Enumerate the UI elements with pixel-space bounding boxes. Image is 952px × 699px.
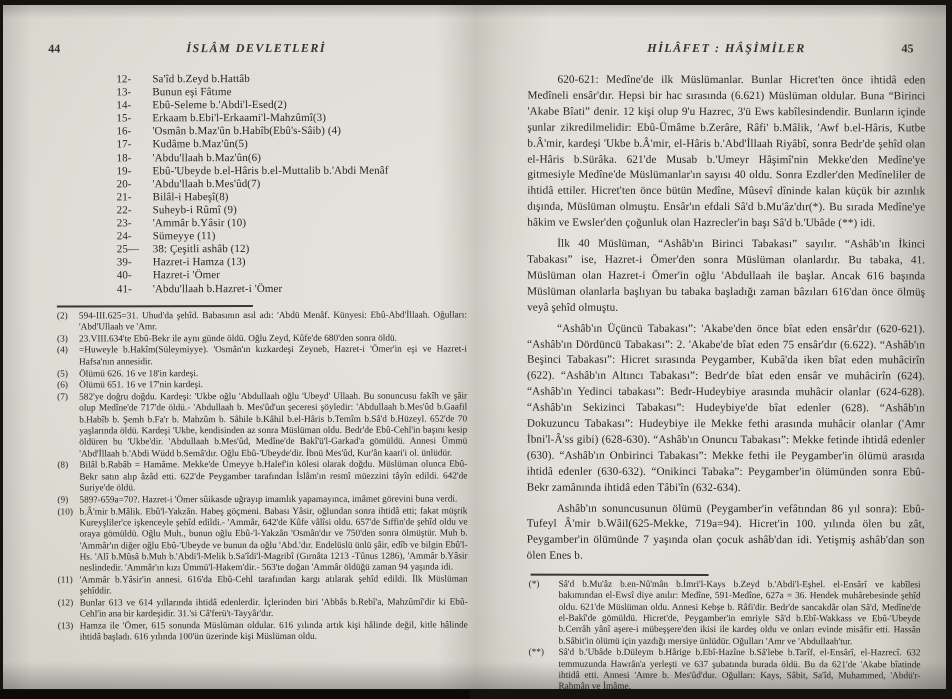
footnote-text: Bilâl b.Rabâb = Hamâme. Mekke'de Ümeyye b.Halef'in kölesi olarak doğdu. Müslüman olunca Ebû-Bekr satın alıp âzâd etti. 622'de Peygamber tarafından İslâm'ın resmî müezzini tâyîn edildi. 642'de Suriye'de öldü. bbox=[79, 459, 468, 494]
list-item-text: Hazret-i Hamza (13) bbox=[152, 256, 246, 269]
footnote-text: b.Â'mir b.Mâlik. Ebû'l-Yakzân. Habeş göçmeni. Babası Yâsir, oğlundan sonra ihtidâ etti; fakat müşrik Kureyşliler'ce işkenceyle şehîd edildi.- 'Ammâr, 642'de Kûfe vâlîsi oldu. 657'de Sıffin'de şehîd oldu ve oraya gömüldü. Oğlu Muh., bunun oğlu Ebû-'l-Yakzân 'Osmân'dır ve 750'den sonra ölmüştür. Muh b. 'Ammâr'ın diğer oğlu Ebû-'Ubeyde ve bunun da oğlu 'Abd.'dır. Endelüslü ünlü şâir, edîb ve bilgin Ebû'l-Hs. 'Alî b.Mûsâ b.Muh b.'Abdi'l-Melik b.Sa'îdi'l-Magribî (Gırnâta 1213 -Tûnus 1286), 'Ammâr b.Yâsir neslindedir. 'Ammâr'ın kızı Ümmü'l-Hakem'dir.- 563'te doğan 'Ammâr öldüğü zaman 94 yaşında idi. bbox=[79, 506, 468, 574]
list-item-text: Sümeyye (11) bbox=[152, 230, 216, 243]
right-running-title: HİLÂFET : HÂŞİMİLER bbox=[647, 40, 806, 56]
list-item bbox=[117, 230, 471, 244]
list-item-text: 'Abdu'llaah b.Mes'ûd(7) bbox=[152, 177, 261, 191]
footnote-label: (*) bbox=[528, 579, 540, 590]
list-item-number: 25— bbox=[116, 243, 140, 256]
footnote-label: (2) bbox=[56, 311, 68, 322]
footnote-text: 589?-659a=70?. Hazret-i 'Ömer sûikasde uğrayıp imamlık yapamayınca, imâmet görevini buna verdi. bbox=[79, 494, 458, 506]
list-item bbox=[116, 72, 470, 86]
list-item bbox=[117, 216, 471, 230]
right-running-head bbox=[528, 41, 926, 60]
footnote bbox=[44, 621, 472, 645]
paragraph: Ashâb'ın sonuncusunun ölümü (Peygamber'in vefâtından 86 yıl sonra): Ebû-Tufeyl Â'mir b.Wâil(625-Mekke, 719a=94). Hicret'in 100. yılında ölen bu zât, Peygamber'in ölümünde 7 yaşında olan çocuk ashâb'dan idi. Yetişmiş ashâb'dan son ölen Enes b. bbox=[526, 502, 925, 563]
left-footnote-separator bbox=[57, 305, 253, 308]
list-item bbox=[116, 112, 470, 126]
footnote-text: Hamza ile 'Ömer, 615 sonunda Müslüman oldular. 616 yılında artık kişi hâlinde değil, kitle hâlinde ihtidâ başladı. 616 yılında 100'ün üzerinde kişi Müslüman oldu. bbox=[79, 620, 468, 643]
left-page bbox=[42, 40, 472, 644]
list-item-number: 14- bbox=[116, 99, 132, 112]
list-item-text: Bunun eşi Fâtıme bbox=[152, 86, 232, 99]
list-item-text: 38: Çeşitli ashâb (12) bbox=[152, 243, 250, 256]
list-item bbox=[116, 125, 470, 139]
footnote-label: (5) bbox=[57, 369, 68, 380]
paragraph: İlk 40 Müslüman, “Ashâb'ın Birinci Tabakası” sayılır. “Ashâb'ın İkinci Tabakası” ise, Hazret-i Ömer'den sonra Müslüman olanlardır. Bu tabaka, 41. Müslüman olan Hazret-i Ömer'in oğlu 'Abdullaah ile başlar. Ancak 616 başında Müslüman olanlarla başlıyan bu tabaka başladığı zaman bâzıları 616'dan önce ölmüş veyâ şehîd olmuştu. bbox=[527, 237, 926, 314]
list-item bbox=[117, 177, 471, 191]
footnote-label: (**) bbox=[528, 648, 545, 659]
companion-list bbox=[116, 72, 471, 296]
footnote-label: (9) bbox=[57, 495, 69, 506]
list-item-number: 12- bbox=[116, 73, 132, 86]
list-item-text: Ebû-Seleme b.'Abdi'l-Esed(2) bbox=[152, 99, 287, 112]
list-item-number: 17- bbox=[116, 138, 132, 151]
list-item-text: 'Ammâr b.Yâsir (10) bbox=[152, 217, 247, 230]
list-item-text: 'Abdu'llaah b.Maz'ûn(6) bbox=[152, 151, 261, 164]
list-item bbox=[116, 86, 470, 100]
footnote bbox=[43, 380, 471, 392]
body-text bbox=[527, 73, 926, 566]
footnote-text: 582'ye doğru doğdu. Kardeşi: 'Ukbe oğlu 'Abdullaah oğlu 'Ubeyd' Ullaah. Bu sonuncusu fakîh ve şâir olup Medîne'de 717'de öldü.- 'Abdullaah b. Mes'ûd'un şeceresi şöyledir: 'Abdullaah b.Mes'ûd b.Gaafil b.Habîb b. Şemh b.Fa'r b. Mahzûm b. Sâhile b.Kâhil b.el-Hâris b.Temîm b.Sâ'd b.Hüzeyl. 652'de 70 yaşlarında öldü. Kardeşi 'Ukbe, kendisinden az sonra Müslüman oldu. Bedr'de Ebû-Cehl'in başını kesip öldüren bu 'Ukbe'dir. 'Abdullaah b.Mes'ûd, Medîne'de Bakî'ü'l-Garkad'a gömüldü. Annesi Ümmü 'Abd'İllaah b.'Abdi Wüdd b.Semâ'dır. Oğlu Ebû-'Ubeyde'dir. İbnü Mes'ûd, Kur'ân kaari'i ol. ünlüdür. bbox=[79, 391, 468, 460]
list-item-text: Suheyb-i Rûmî (9) bbox=[152, 203, 237, 217]
list-item-number: 16- bbox=[116, 125, 132, 138]
list-item-number: 15- bbox=[116, 112, 132, 125]
list-item-number: 39- bbox=[116, 256, 132, 269]
footnote-label: (13) bbox=[57, 621, 74, 632]
list-item bbox=[116, 138, 470, 152]
footnote-label: (3) bbox=[56, 334, 68, 345]
footnote-label: (7) bbox=[57, 392, 69, 403]
right-page-number: 45 bbox=[901, 41, 914, 56]
footnote-text: Ölümü 651. 16 ve 17'nin kardeşi. bbox=[79, 380, 203, 391]
list-item-number: 18- bbox=[116, 151, 132, 164]
footnote bbox=[43, 392, 471, 461]
list-item-number: 13- bbox=[116, 86, 132, 99]
footnote-text: Ölümü 626. 16 ve 18'in kardeşi. bbox=[79, 368, 199, 380]
list-item bbox=[117, 243, 471, 257]
list-item bbox=[117, 190, 471, 204]
footnote bbox=[43, 345, 471, 369]
footnote-label: (6) bbox=[57, 380, 68, 391]
list-item-text: Sa'îd b.Zeyd b.Hattâb bbox=[152, 73, 250, 86]
footnote-text: =Huweyle b.Hakîm(Süleymiyye). 'Osmân'ın kızkardeşi Zeyneb, Hazret-i 'Ömer'in eşi ve Hazret-i Hafsa'nın annesidir. bbox=[79, 344, 468, 368]
footnote bbox=[43, 310, 471, 334]
footnote-label: (10) bbox=[57, 507, 73, 518]
list-item bbox=[117, 269, 471, 283]
list-item-number: 40- bbox=[116, 269, 132, 282]
list-item bbox=[116, 99, 470, 113]
footnote bbox=[43, 368, 471, 380]
left-footnotes bbox=[43, 310, 472, 644]
footnote-label: (12) bbox=[57, 598, 74, 609]
list-item bbox=[117, 203, 471, 217]
list-item-number: 22- bbox=[116, 204, 132, 217]
list-item-text: Erkaam b.Ebi'l-Erkaami'l-Mahzûmî(3) bbox=[152, 112, 327, 125]
list-item bbox=[117, 282, 471, 296]
scanned-book-spread bbox=[3, 5, 946, 693]
list-item-number: 19- bbox=[116, 164, 132, 178]
list-item-text: Hazret-i 'Ömer bbox=[152, 269, 221, 282]
footnote bbox=[527, 580, 925, 648]
footnote-text: 'Ammâr b.Yâsir'in annesi. 616'da Ebû-Cehl tarafından kargı atılarak şehîd edildi. İlk Müslüman şehîddir. bbox=[79, 574, 468, 597]
list-item-number: 24- bbox=[116, 230, 132, 243]
list-item-number: 23- bbox=[116, 217, 132, 230]
list-item-text: 'Osmân b.Maz'ûn b.Habîb(Ebû's-Sâib) (4) bbox=[152, 125, 342, 138]
footnote bbox=[43, 506, 471, 575]
right-page bbox=[526, 41, 925, 694]
footnote-text: Sâ'd b.'Ubâde b.Düleym b.Hârige b.Ebî-Hazîne b.Sâ'lebe b.Tarîf, el-Ensârî, el-Hazrecî. 632 temmuzunda Hawrân'a yerleşti ve 637 şubatında burada öldü. Bu da 621'de 'Akabe bîatinde ihtidâ etti. Annesi 'Amre b. Mes'ûd'dur. Oğulları: Kays, Sâbit, Sa'îd, Muhammed, 'Abdü'r-Rahmân ve İmâme. bbox=[558, 648, 921, 693]
list-item-number: 21- bbox=[116, 191, 132, 204]
right-footnote-separator bbox=[531, 574, 709, 576]
footnote-text: 594-III.625=31. Uhud'da şehîd. Babasının asıl adı: 'Abdü Menâf. Künyesi: Ebû-Abd'İllaah. Oğulları: 'Abd'Ullaah ve 'Amr. bbox=[78, 310, 467, 333]
footnote bbox=[43, 460, 471, 495]
list-item-text: Ebû-'Ubeyde b.el-Hâris b.el-Muttalib b.'Abdi Menâf bbox=[152, 164, 389, 177]
left-running-head bbox=[42, 40, 470, 59]
right-footnotes bbox=[526, 580, 924, 694]
list-item bbox=[117, 151, 471, 165]
list-item bbox=[117, 256, 471, 270]
footnote bbox=[44, 574, 472, 598]
left-page-number: 44 bbox=[48, 41, 61, 56]
list-item-text: Kudâme b.Maz'ûn(5) bbox=[152, 138, 248, 151]
list-item-text: 'Abdu'llaah b.Hazret-i 'Ömer bbox=[152, 282, 283, 295]
footnote bbox=[44, 597, 472, 621]
footnote-label: (11) bbox=[57, 575, 73, 586]
footnote-text: Bunlar 613 ve 614 yıllarında ihtidâ edenlerdir. İçlerinden biri 'Abbâs b.Rebî'a, Mahzûmî'dir ki Ebû-Cehl'in ana bir kardeşidir. 31.'si Câ'ferü't-Tayyâr'dır. bbox=[79, 597, 468, 620]
left-running-title: İSLÂM DEVLETLERİ bbox=[186, 40, 327, 56]
footnote-text: Sâ'd b.Mu'âz b.en-Nû'mân b.İmri'l-Kays b.Zeyd b.'Abdi'l-Eşhel. el-Ensârî ve kabîlesi bakımından el-Ewsî diye anılır: Medîne, 591-Medîne, 627a = 36. Hendek muhârebesinde şehîd oldu. 621'de Müslüman oldu. Annesi Kebşe b. Râfi'dir. Bedr'de sancakdâr olan Sâ'd, Medîne'de el-Bakî'de gömüldü. Hicret'de, Peygamber'in emriyle Sâ'd b.Ebî-Wakkass ve Ebû-'Ubeyde b.Cerrâh yânî aşere-i mübeşşere'den ikisi ile kardeş oldu ve onları evinde misâfir etti. Hassân b.Sâbit'in ölümü için yazdığı mersiye ünlüdür. Oğulları 'Amr ve 'Abdullaah'tur. bbox=[558, 579, 921, 647]
list-item-number: 41- bbox=[116, 282, 132, 295]
paragraph: “Ashâb'ın Üçüncü Tabakası”: 'Akabe'den önce bîat eden ensâr'dır (620-621). “Ashâb'ın Dördüncü Tabakası”: 2. 'Akabe'de bîat eden 75 ensâr'dır (6.622). “Ashâb'ın Beşinci Tabakası”: Hicret sırasında Peygamber, Kubâ'da iken bîat eden muhâcirîn (622). “Ashâb'ın Altıncı Tabakası”: Bedr'de bîat eden ensâr ve muhâcirîn (624). “Ashâb'ın Yedinci tabakası”: Bedr-Hudeybiye arasında muhâcir olanlar (624-628). “Ashâb'ın Sekizinci Tabakası”: Hudeybiye'de bîat edenler (628). “Ashâb'ın Dokuzuncu Tabakası”: Hudeybiye ile Mekke fethi arasında muhâcir olanlar ('Amr İbni'l-Â'ss gibi) (628-630). “Ashâb'ın Onuncu Tabakası”: Mekke fetinde ihtidâ edenler (630). “Ashâb'ın Onbirinci Tabakası”: Mekke fethi ile Peygamber'in ölümü arasıda ihtidâ edenler (630-632). “Onikinci Tabaka”: Peygamber'in ölümünden sonra Ebû-Bekr zamânında ihtidâ eden Tâbi'în (632-634). bbox=[526, 322, 926, 494]
list-item-text: Bilâl-i Habeşî(8) bbox=[152, 190, 229, 204]
list-item bbox=[117, 164, 471, 178]
footnote-label: (4) bbox=[57, 345, 68, 357]
footnote-label: (8) bbox=[57, 460, 69, 471]
footnote bbox=[526, 648, 924, 694]
list-item-number: 20- bbox=[116, 178, 132, 191]
footnote-text: 23.VIII.634'te Ebû-Bekr ile aynı günde öldü. Oğlu Zeyd, Kûfe'de 680'den sonra öldü. bbox=[78, 333, 397, 345]
scan-edge-shadow bbox=[0, 690, 470, 699]
paragraph: 620-621: Medîne'de ilk Müslümanlar. Bunlar Hicret'ten önce ihtidâ eden Medîneli ensâr'dır. Hepsi bir hac sırasında (6.621) Müslüman oldular. Buna “Birinci 'Akabe Bîati” denir. 12 kişi olup 9'u Hazrec, 3'ü Ews kabîlesindendir. Bunların içinde şunlar zikredilmelidir: Ebû-Ümâme b.Zerâre, Râfi' b.Mâlik, 'Awf b.el-Hâris, Kutbe b.Â'mir, kardeşi 'Ukbe b.Â'mir, el-Hâris b.'Abd'İllaah Riyâbî, sonra Bedr'de şehîd olan el-Hâris b.Sürâka. 621'de Musab b.'Umeyr Hâşimî'nin Mekke'den Medîne'ye gitmesiyle Medîne'de Müslümanlar'ın sayısı 40 oldu. Sonra Ezdler'den Medîneliler de ihtidâ ettiler. Hicret'ten önce bütün Medîne, Mûsevî dîninde kalan küçük bir azınlık dışında, Müslüman olmuştu. Ensâr'ın efdali Sâ'd b.Mu'âz'dır(*). Bu sırada Medîne'ye hâkim ve Ewsler'den çoğunluk olan Hazrecler'in başı Sâ'd b.'Ubâde (**) idi. bbox=[527, 73, 926, 230]
footnote bbox=[43, 494, 471, 506]
